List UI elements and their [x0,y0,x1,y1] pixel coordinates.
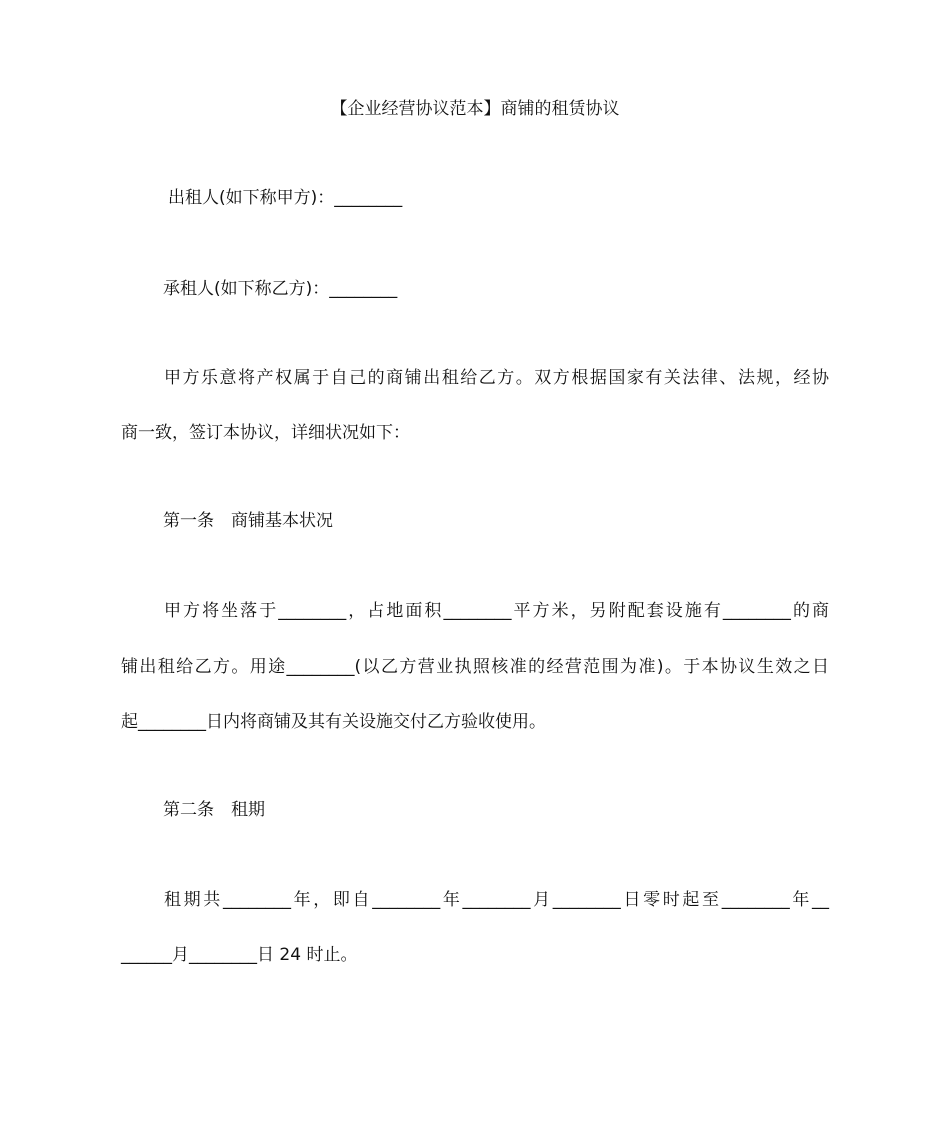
lessee-line: 承租人(如下称乙方)：________ [163,279,398,299]
article-1-line-1: 甲方将坐落于________，占地面积________平方米，另附配套设施有________的商 [164,601,829,621]
article-1-line-3: 起________日内将商铺及其有关设施交付乙方验收使用。 [121,712,546,732]
article-1-line-2: 铺出租给乙方。用途________(以乙方营业执照核准的经营范围为准)。于本协议生效之日 [121,657,829,677]
article-2-heading: 第二条 租期 [163,800,265,820]
lessor-line: 出租人(如下称甲方)：________ [168,188,403,208]
article-1-heading: 第一条 商铺基本状况 [163,511,333,531]
article-2-line-1: 租期共________年，即自________年________月________日零时起至________年__ [164,890,829,910]
article-2-line-2: ______月________日 24 时止。 [121,945,358,965]
intro-line-1: 甲方乐意将产权属于自己的商铺出租给乙方。双方根据国家有关法律、法规，经协 [164,368,829,388]
document-title: 【企业经营协议范本】商铺的租赁协议 [330,99,620,119]
intro-line-2: 商一致，签订本协议，详细状况如下： [121,423,410,443]
